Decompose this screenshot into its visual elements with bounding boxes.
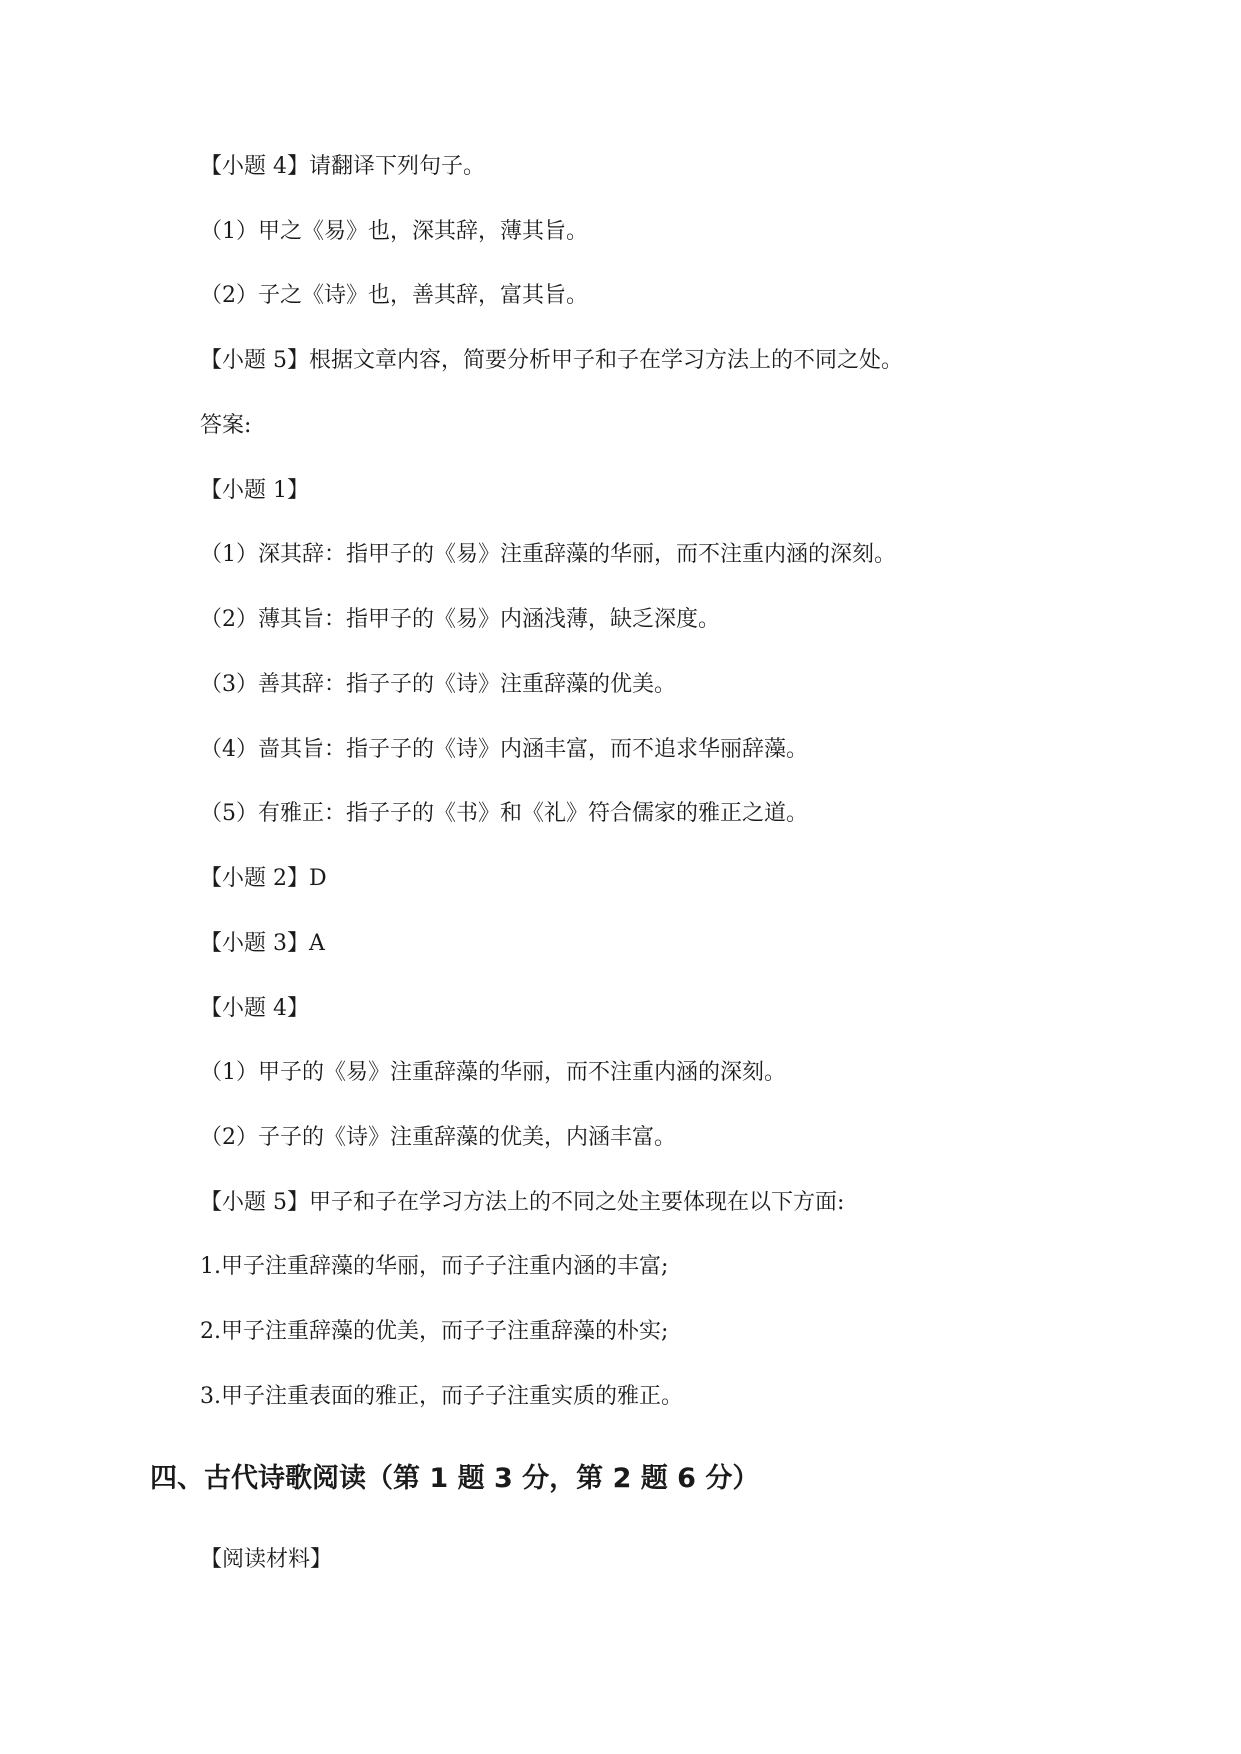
answer-2: 【小题 2】D [200,866,327,891]
reading-material-label: 【阅读材料】 [200,1547,333,1572]
section-4-heading: 四、古代诗歌阅读（第 1 题 3 分，第 2 题 6 分） [150,1463,760,1494]
answer-5-item: 1.甲子注重辞藻的华丽，而子子注重内涵的丰富; [200,1254,669,1279]
answer-1-title: 【小题 1】 [200,478,309,503]
answer-4-title: 【小题 4】 [200,996,309,1021]
answer-4-item: （1）甲子的《易》注重辞藻的华丽，而不注重内涵的深刻。 [200,1060,786,1085]
answer-3: 【小题 3】A [200,931,325,956]
answer-1-item: （5）有雅正：指子子的《书》和《礼》符合儒家的雅正之道。 [200,801,808,826]
answer-4-item: （2）子子的《诗》注重辞藻的优美，内涵丰富。 [200,1125,676,1150]
question-4-title: 【小题 4】请翻译下列句子。 [200,154,485,179]
answer-label: 答案: [200,413,252,438]
answer-1-item: （2）薄其旨：指甲子的《易》内涵浅薄，缺乏深度。 [200,607,720,632]
answer-1-item: （1）深其辞：指甲子的《易》注重辞藻的华丽，而不注重内涵的深刻。 [200,542,896,567]
answer-5-item: 2.甲子注重辞藻的优美，而子子注重辞藻的朴实; [200,1319,669,1344]
answer-5-item: 3.甲子注重表面的雅正，而子子注重实质的雅正。 [200,1384,683,1409]
question-5-title: 【小题 5】根据文章内容，简要分析甲子和子在学习方法上的不同之处。 [200,348,903,373]
answer-5-title: 【小题 5】甲子和子在学习方法上的不同之处主要体现在以下方面: [200,1190,845,1215]
question-4-sentence-1: （1）甲之《易》也，深其辞，薄其旨。 [200,219,588,244]
question-4-sentence-2: （2）子之《诗》也，善其辞，富其旨。 [200,283,588,308]
answer-1-item: （4）啬其旨：指子子的《诗》内涵丰富，而不追求华丽辞藻。 [200,737,808,762]
answer-1-item: （3）善其辞：指子子的《诗》注重辞藻的优美。 [200,672,676,697]
